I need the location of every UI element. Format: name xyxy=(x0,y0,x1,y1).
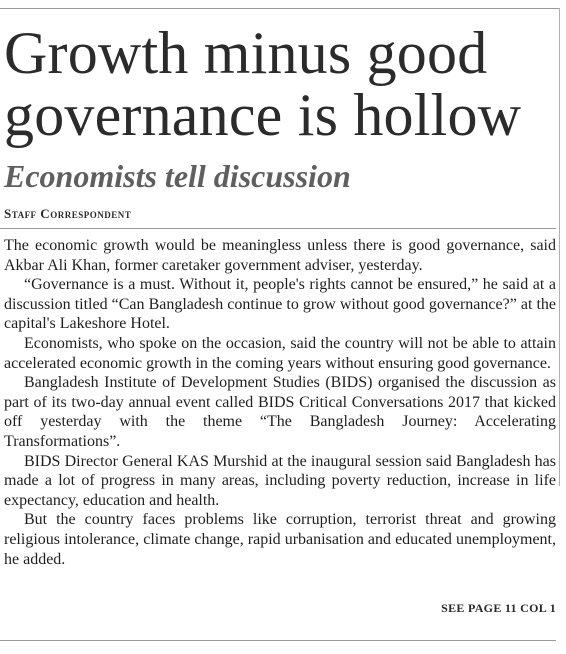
bottom-rule xyxy=(0,640,556,641)
paragraph-6: But the country faces problems like corruption, terrorist threat and growing religious intolerance, climate change, rapid urbanisation and educated unemployment, he added. xyxy=(4,511,556,568)
paragraph-5: BIDS Director General KAS Murshid at the inaugural session said Bangladesh has made a lot of progress in many areas, including poverty reduction, increase in life expectancy, education and health. xyxy=(4,452,556,509)
headline-line-1: Growth minus good xyxy=(4,20,488,86)
byline: Staff Correspondent xyxy=(4,206,132,221)
subheadline: Economists tell discussion xyxy=(4,158,351,194)
headline xyxy=(4,22,556,146)
top-rule xyxy=(0,8,560,9)
paragraph-4: Bangladesh Institute of Development Studies (BIDS) organised the discussion as part of its two-day annual event called BIDS Critical Conversations 2017 that kicked off yesterday with the theme “The Bangladesh Journey: Accelerating Transformations”. xyxy=(4,374,556,450)
article-body xyxy=(4,236,556,569)
right-rule xyxy=(559,8,560,486)
paragraph-2: “Governance is a must. Without it, people's rights cannot be ensured,” he said at a discussion titled “Can Bangladesh continue to grow without good governance?” at the capital's Lakeshore Hotel. xyxy=(4,276,556,333)
paragraph-1: The economic growth would be meaningless unless there is good governance, said Akbar Ali Khan, former caretaker government adviser, yesterday. xyxy=(4,237,556,274)
paragraph-3: Economists, who spoke on the occasion, said the country will not be able to attain accelerated economic growth in the coming years without ensuring good governance. xyxy=(4,334,556,372)
byline-rule xyxy=(0,228,556,229)
continuation-line: SEE PAGE 11 COL 1 xyxy=(441,601,556,615)
headline-line-2: governance is hollow xyxy=(4,82,522,148)
